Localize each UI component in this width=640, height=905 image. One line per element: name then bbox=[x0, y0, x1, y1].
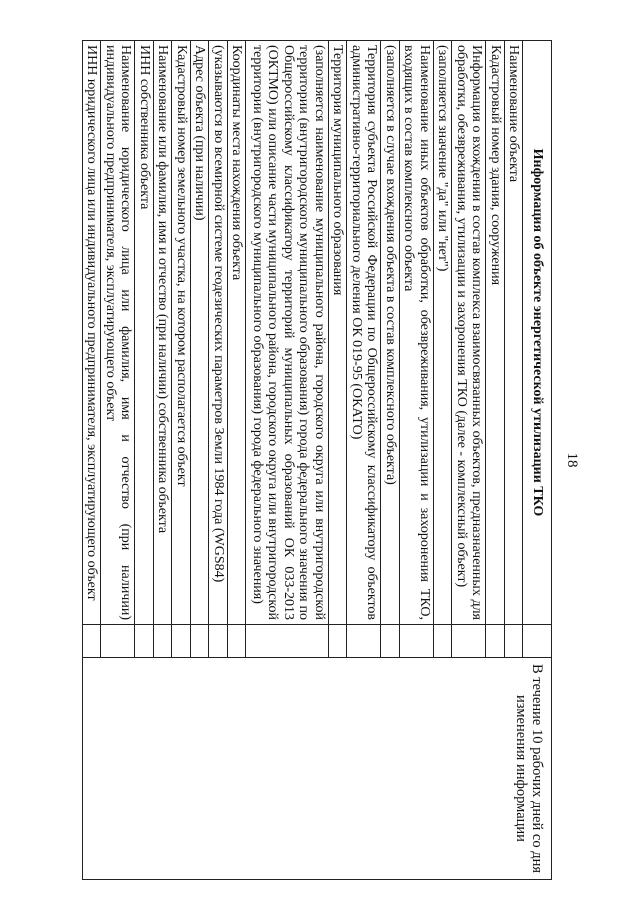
page-number: 18 bbox=[564, 452, 580, 468]
table-cell-empty bbox=[381, 625, 400, 658]
row-label: Наименование юридического лица или фамилия, имя и отчество (при наличии) индивидуального предпринимателя, эксплуатирующего объект bbox=[101, 41, 135, 625]
table-cell-empty bbox=[83, 625, 102, 658]
table-cell-empty bbox=[505, 625, 524, 658]
row-label: ИНН юридического лица или индивидуального предпринимателя, эксплуатирующего объект bbox=[83, 41, 102, 625]
row-label: Территория муниципального образования bbox=[329, 41, 348, 625]
info-table bbox=[82, 40, 552, 880]
table-cell-empty bbox=[135, 625, 154, 658]
row-label: Информация о вхождении в состав комплекса взаимосвязанных объектов, предназначенных для обработки, обезвреживания, утилизации и захоронения ТКО (далее - комплексный объект) bbox=[452, 41, 486, 625]
row-label: Координаты места нахождения объекта bbox=[228, 41, 247, 625]
table-cell-empty bbox=[434, 625, 453, 658]
table-cell-empty bbox=[228, 625, 247, 658]
row-label: Адрес объекта (при наличии) bbox=[191, 41, 210, 625]
table-cell-empty bbox=[172, 625, 191, 658]
row-label: (заполняется наименование муниципального района, городского округа или внутригородской территории (внутригородского муниципального образования) города федерального значения по Общероссийскому классификатору территорий муниципальных образований ОК 033-2013 (ОКТМО) или описание части муниципального района, городского округа или внутригородской территории (внутригородского муниципального образования) города федерального значения) bbox=[246, 41, 329, 625]
row-label: (заполняется в случае вхождения объекта в состав комплексного объекта) bbox=[381, 41, 400, 625]
table-cell-empty bbox=[400, 625, 434, 658]
row-label: Наименование объекта bbox=[505, 41, 524, 625]
table-header-row bbox=[523, 41, 552, 880]
table-cell-empty bbox=[209, 625, 228, 658]
table-cell-empty bbox=[486, 625, 505, 658]
row-label: Наименование иных объектов обработки, обезвреживания, утилизации и захоронения ТКО, входящих в состав комплексного объекта bbox=[400, 41, 434, 625]
rotated-page bbox=[81, 40, 586, 880]
table-cell-empty bbox=[523, 625, 552, 658]
table-cell-empty bbox=[329, 625, 348, 658]
row-label: Наименование или фамилия, имя и отчество (при наличии) собственника объекта bbox=[154, 41, 173, 625]
row-label: Кадастровый номер земельного участка, на котором располагается объект bbox=[172, 41, 191, 625]
deadline-cell: В течение 10 рабочих дней со дня изменения информации bbox=[83, 658, 552, 880]
table-cell-empty bbox=[191, 625, 210, 658]
row-label: Территория субъекта Российской Федерации по Общероссийскому классификатору объектов административно-территориального деления ОК 019-95 (ОКАТО) bbox=[347, 41, 381, 625]
table-cell-empty bbox=[101, 625, 135, 658]
table-cell-empty bbox=[154, 625, 173, 658]
row-label: (указываются во всемирной системе геодезических параметров Земли 1984 года (WGS84) bbox=[209, 41, 228, 625]
table-header: Информация об объекте энергетической утилизации ТКО bbox=[523, 41, 552, 625]
table-cell-empty bbox=[347, 625, 381, 658]
row-label: Кадастровый номер здания, сооружения bbox=[486, 41, 505, 625]
table-cell-empty bbox=[452, 625, 486, 658]
row-label: (заполняется значение "да" или "нет") bbox=[434, 41, 453, 625]
row-label: ИНН собственника объекта bbox=[135, 41, 154, 625]
table-cell-empty bbox=[246, 625, 329, 658]
